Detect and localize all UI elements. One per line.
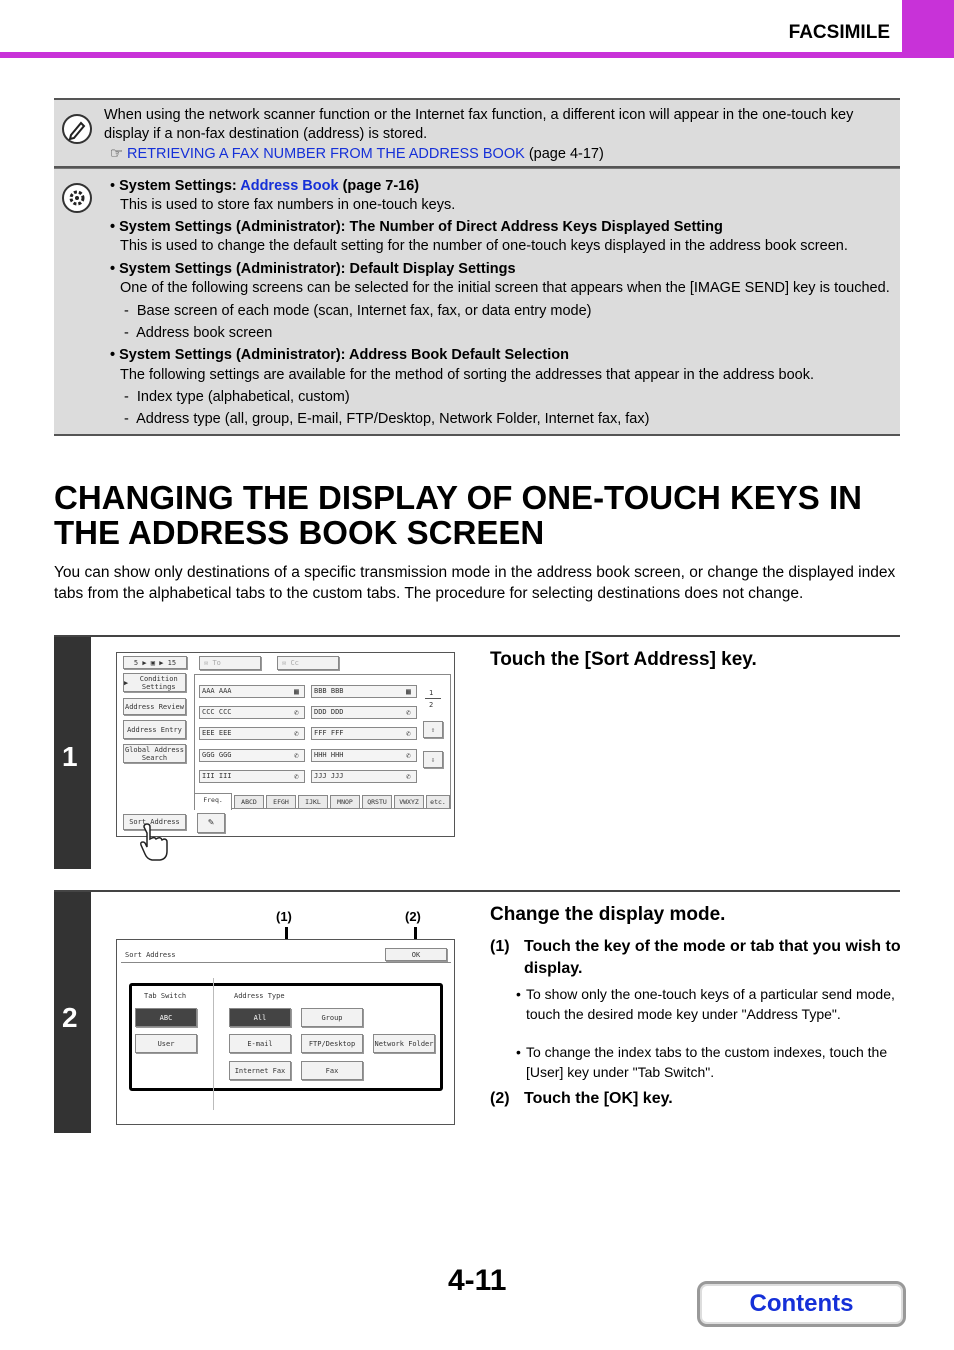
cc-field[interactable]: ✉ Cc bbox=[277, 656, 339, 670]
tab-efgh[interactable]: EFGH bbox=[266, 795, 296, 809]
sort-address-button[interactable]: Sort Address bbox=[123, 814, 186, 830]
bullet: • To change the index tabs to the custom indexes, touch the [User] key under "Tab Switch". bbox=[516, 1044, 888, 1080]
global-address-search-button[interactable]: Global Address Search bbox=[124, 745, 184, 762]
destination-counter: 5 ▶ ▣ ▶ 15 bbox=[123, 656, 187, 669]
contents-button[interactable]: Contents bbox=[697, 1281, 906, 1327]
page-divider bbox=[425, 698, 441, 699]
step-2 bbox=[54, 890, 900, 1133]
phone-icon: ✆ bbox=[406, 729, 411, 738]
address-key[interactable]: CCC CCC ✆ bbox=[199, 706, 305, 719]
note-text: When using the network scanner function or the Internet fax function, a different icon will appear in the one-touch key display if a non-fax destination (address) is stored. bbox=[104, 107, 854, 142]
setting-item-1-desc: This is used to store fax numbers in one-touch keys. bbox=[120, 197, 456, 213]
phone-icon: ✆ bbox=[406, 772, 411, 781]
setting-item-4-sub: - Index type (alphabetical, custom) bbox=[124, 389, 350, 405]
address-key[interactable]: JJJ JJJ ✆ bbox=[311, 770, 417, 783]
setting-item-4-sub: - Address type (all, group, E-mail, FTP/Desktop, Network Folder, Internet fax, fax) bbox=[124, 411, 650, 427]
phone-icon: ✆ bbox=[294, 772, 299, 781]
tab-qrstu[interactable]: QRSTU bbox=[362, 795, 392, 809]
reference-link[interactable]: RETRIEVING A FAX NUMBER FROM THE ADDRESS BOOK bbox=[127, 146, 525, 162]
step-number: 2 bbox=[62, 1002, 78, 1033]
step-number: 1 bbox=[62, 741, 78, 772]
reference-page: (page 4-17) bbox=[528, 146, 604, 162]
address-key[interactable]: EEE EEE ✆ bbox=[199, 727, 305, 740]
all-button[interactable]: All bbox=[229, 1008, 291, 1027]
address-review-button[interactable]: Address Review bbox=[123, 698, 186, 715]
phone-icon: ✆ bbox=[294, 729, 299, 738]
page-current: 1 bbox=[429, 689, 434, 697]
address-key[interactable]: AAA AAA ▦ bbox=[199, 685, 305, 698]
screen-title: Sort Address bbox=[125, 951, 176, 959]
tab-freq[interactable]: Freq. bbox=[194, 793, 232, 810]
email-button[interactable]: E-mail bbox=[229, 1034, 291, 1053]
ftp-desktop-button[interactable]: FTP/Desktop bbox=[301, 1034, 363, 1053]
note-box bbox=[54, 98, 900, 168]
bullet: • To show only the one-touch keys of a particular send mode, touch the desired mode key under "Address Type". bbox=[516, 986, 895, 1022]
setting-item-2-desc: This is used to change the default setting for the number of one-touch keys displayed in the address book screen. bbox=[120, 238, 848, 254]
section-title: FACSIMILE bbox=[788, 22, 890, 43]
tab-etc[interactable]: etc. bbox=[426, 795, 450, 809]
substep-2-number: (2) bbox=[490, 1090, 510, 1107]
tab-ijkl[interactable]: IJKL bbox=[298, 795, 328, 809]
condition-settings-button[interactable]: ▶ Condition Settings bbox=[123, 673, 186, 692]
callout-1: (1) bbox=[276, 909, 292, 924]
fax-button[interactable]: Fax bbox=[301, 1061, 363, 1080]
screen-title-rule bbox=[121, 962, 451, 963]
setting-item-3-sub: - Address book screen bbox=[124, 325, 273, 341]
internet-fax-button[interactable]: Internet Fax bbox=[229, 1061, 291, 1080]
step-1 bbox=[54, 635, 900, 869]
setting-item-1: • System Settings: Address Book (page 7-16) bbox=[110, 178, 420, 194]
network-folder-button[interactable]: Network Folder bbox=[373, 1034, 435, 1053]
substep-2-text: Touch the [OK] key. bbox=[524, 1090, 673, 1107]
callout-2: (2) bbox=[405, 909, 421, 924]
setting-item-3-sub: - Base screen of each mode (scan, Internet fax, fax, or data entry mode) bbox=[124, 303, 592, 319]
setting-item-4: • System Settings (Administrator): Address Book Default Selection bbox=[110, 347, 569, 363]
hand-pointer-icon bbox=[138, 823, 172, 863]
phone-icon: ✆ bbox=[406, 708, 411, 717]
group-button[interactable]: Group bbox=[301, 1008, 363, 1027]
address-type-label: Address Type bbox=[234, 992, 285, 1000]
address-book-link[interactable]: Address Book bbox=[240, 178, 339, 194]
step-heading: Touch the [Sort Address] key. bbox=[490, 649, 757, 670]
header-rule bbox=[0, 52, 954, 58]
reference-arrow-icon: ☞ bbox=[110, 146, 128, 162]
phone-icon: ✆ bbox=[406, 751, 411, 760]
address-key[interactable]: GGG GGG ✆ bbox=[199, 749, 305, 762]
address-key[interactable]: BBB BBB ▦ bbox=[311, 685, 417, 698]
phone-icon: ✆ bbox=[294, 751, 299, 760]
substep-1-number: (1) bbox=[490, 938, 510, 955]
tab-mnop[interactable]: MNOP bbox=[330, 795, 360, 809]
edit-icon[interactable]: ✎ bbox=[197, 813, 225, 833]
scroll-down-icon[interactable]: ⇩ bbox=[423, 751, 443, 768]
header-tab-marker bbox=[902, 0, 954, 58]
tab-switch-label: Tab Switch bbox=[144, 992, 187, 1000]
address-entry-button[interactable]: Address Entry bbox=[123, 720, 186, 739]
settings-gear-icon bbox=[62, 183, 92, 213]
pencil-note-icon bbox=[62, 114, 92, 144]
address-key[interactable]: HHH HHH ✆ bbox=[311, 749, 417, 762]
page-number: 4-11 bbox=[448, 1264, 507, 1297]
sort-address-screenshot bbox=[116, 939, 455, 1125]
setting-item-3: • System Settings (Administrator): Default Display Settings bbox=[110, 261, 516, 277]
step-number-bar bbox=[54, 637, 91, 869]
intro-paragraph: You can show only destinations of a specific transmission mode in the address book screen, or change the displayed index tabs from the alphabetical tabs to the custom tabs. The procedure for selecting destinations does not change. bbox=[54, 564, 896, 602]
user-tab-button[interactable]: User bbox=[135, 1034, 197, 1053]
step-number-bar bbox=[54, 892, 91, 1133]
step-heading: Change the display mode. bbox=[490, 904, 726, 925]
tab-abcd[interactable]: ABCD bbox=[234, 795, 264, 809]
settings-box bbox=[54, 168, 900, 436]
abc-tab-button[interactable]: ABC bbox=[135, 1008, 197, 1027]
setting-item-2: • System Settings (Administrator): The Number of Direct Address Keys Displayed Setting bbox=[110, 219, 723, 235]
divider bbox=[213, 978, 214, 1110]
setting-item-3-desc: One of the following screens can be selected for the initial screen that appears when the [IMAGE SEND] key is touched. bbox=[120, 280, 890, 296]
page-total: 2 bbox=[429, 701, 434, 709]
note-reference bbox=[110, 145, 604, 164]
setting-item-4-desc: The following settings are available for the method of sorting the addresses that appear in the address book. bbox=[120, 367, 815, 383]
substep-1-text: Touch the key of the mode or tab that you wish to display. bbox=[524, 938, 901, 977]
to-field[interactable]: ✉ To bbox=[199, 656, 261, 670]
phone-icon: ✆ bbox=[294, 708, 299, 717]
address-book-screenshot bbox=[116, 652, 455, 837]
page-title: CHANGING THE DISPLAY OF ONE-TOUCH KEYS IN THE ADDRESS BOOK SCREEN bbox=[54, 479, 862, 551]
address-key[interactable]: III III ✆ bbox=[199, 770, 305, 783]
address-key[interactable]: DDD DDD ✆ bbox=[311, 706, 417, 719]
tab-vwxyz[interactable]: VWXYZ bbox=[394, 795, 424, 809]
address-key[interactable]: FFF FFF ✆ bbox=[311, 727, 417, 740]
scroll-up-icon[interactable]: ⇧ bbox=[423, 721, 443, 738]
ok-button[interactable]: OK bbox=[385, 948, 447, 961]
